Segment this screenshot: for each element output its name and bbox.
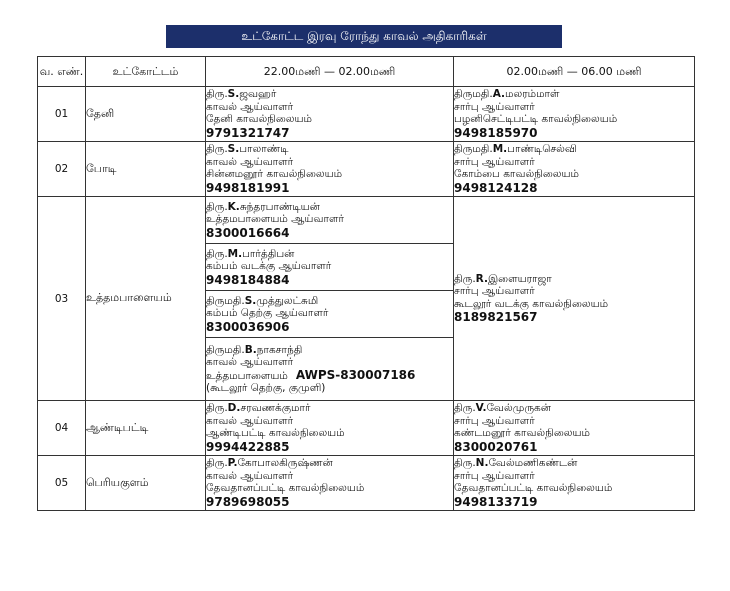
officer-phone: 8300036906 bbox=[206, 319, 290, 334]
officer-role: காவல் ஆய்வாளர் bbox=[206, 414, 294, 427]
officer-cell-shift1 bbox=[206, 87, 454, 142]
officer-phone: 8300016664 bbox=[206, 225, 290, 240]
officer-role: சார்பு ஆய்வாளர் bbox=[454, 100, 535, 113]
officer-name: திரு.M.பார்த்திபன் bbox=[206, 247, 295, 260]
officer-phone: 8300020761 bbox=[454, 439, 538, 454]
officer-role: உத்தமபாளையம் ஆய்வாளர் bbox=[206, 213, 344, 225]
officer-name: திரு.R.இளையராஜா bbox=[454, 272, 552, 285]
officer-cell-shift1 bbox=[206, 244, 454, 291]
officer-station: பழனிசெட்டிபட்டி காவல்நிலையம் bbox=[454, 113, 618, 126]
officer-note: (கூடலூர் தெற்கு, குமுளி) bbox=[206, 382, 326, 394]
serial-cell: 01 bbox=[38, 87, 86, 142]
officer-role: சார்பு ஆய்வாளர் bbox=[454, 285, 535, 298]
unit-cell: ஆண்டிபட்டி bbox=[86, 401, 206, 456]
officer-name: திரு.S.ஜவஹர் bbox=[206, 88, 277, 101]
officer-role: காவல் ஆய்வாளர் bbox=[206, 100, 294, 113]
officer-name: திரு.D.சரவணக்குமார் bbox=[206, 402, 311, 415]
officer-phone: 9789698055 bbox=[206, 494, 290, 509]
officer-name: திருமதி.M.பாண்டிசெல்வி bbox=[454, 143, 577, 156]
officer-station: ஆண்டிபட்டி காவல்நிலையம் bbox=[206, 427, 345, 440]
officer-cell-shift2 bbox=[454, 401, 695, 456]
table-row bbox=[38, 456, 695, 511]
table-row bbox=[38, 401, 695, 456]
page-title: உட்கோட்ட இரவு ரோந்து காவல் அதிகாரிகள் bbox=[166, 25, 562, 48]
officer-phone: 9994422885 bbox=[206, 439, 290, 454]
officer-name: திரு.V.வேல்முருகன் bbox=[454, 402, 551, 415]
officer-name: திரு.K.சுந்தரபாண்டியன் bbox=[206, 200, 320, 213]
officer-station: தேவதானப்பட்டி காவல்நிலையம் bbox=[454, 482, 613, 495]
serial-cell: 04 bbox=[38, 401, 86, 456]
officer-cell-shift1 bbox=[206, 338, 454, 401]
officer-role: சார்பு ஆய்வாளர் bbox=[454, 155, 535, 168]
officer-phone: 9498184884 bbox=[206, 272, 290, 287]
officer-cell-shift2 bbox=[454, 456, 695, 511]
officer-role: காவல் ஆய்வாளர் bbox=[206, 469, 294, 482]
officer-station: தேவதானப்பட்டி காவல்நிலையம் bbox=[206, 482, 365, 495]
officer-cell-shift1 bbox=[206, 401, 454, 456]
officer-cell-shift1 bbox=[206, 197, 454, 244]
awps-phone: AWPS-830007186 bbox=[295, 367, 416, 382]
serial-cell: 02 bbox=[38, 142, 86, 197]
header-unit: உட்கோட்டம் bbox=[86, 57, 206, 87]
officer-cell-shift2 bbox=[454, 197, 695, 401]
officer-role: சார்பு ஆய்வாளர் bbox=[454, 469, 535, 482]
officer-phone: 9791321747 bbox=[206, 125, 290, 140]
officer-name: திரு.S.பாலாண்டி bbox=[206, 143, 289, 156]
officer-role: காவல் ஆய்வாளர் bbox=[206, 356, 294, 368]
officer-station: கோம்பை காவல்நிலையம் bbox=[454, 168, 579, 181]
patrol-officers-table bbox=[37, 56, 695, 511]
officer-station: கண்டமனூர் காவல்நிலையம் bbox=[454, 427, 590, 440]
officer-station: தேனி காவல்நிலையம் bbox=[206, 113, 312, 126]
unit-cell: போடி bbox=[86, 142, 206, 197]
officer-phone: 9498185970 bbox=[454, 125, 538, 140]
officer-phone: 9498181991 bbox=[206, 180, 290, 195]
officer-role: கம்பம் வடக்கு ஆய்வாளர் bbox=[206, 260, 332, 272]
officer-cell-shift2 bbox=[454, 142, 695, 197]
officer-phone: 8189821567 bbox=[454, 310, 538, 325]
table-row bbox=[38, 87, 695, 142]
officer-role: காவல் ஆய்வாளர் bbox=[206, 155, 294, 168]
officer-station: சின்னமனூர் காவல்நிலையம் bbox=[206, 168, 343, 181]
officer-name: திருமதி.B.நாகசாந்தி bbox=[206, 343, 303, 356]
header-serial: வ. எண். bbox=[38, 57, 86, 87]
officer-station: கூடலூர் வடக்கு காவல்நிலையம் bbox=[454, 297, 609, 310]
officer-station: உத்தமபாளையம் AWPS-830007186 bbox=[206, 367, 416, 382]
officer-phone: 9498133719 bbox=[454, 494, 538, 509]
table-row bbox=[38, 142, 695, 197]
officer-role: சார்பு ஆய்வாளர் bbox=[454, 414, 535, 427]
header-row bbox=[38, 57, 695, 87]
unit-cell: தேனி bbox=[86, 87, 206, 142]
officer-role: கம்பம் தெற்கு ஆய்வாளர் bbox=[206, 307, 329, 319]
header-shift1: 22.00மணி — 02.00மணி bbox=[206, 57, 454, 87]
officer-name: திரு.N.வேல்மணிகண்டன் bbox=[454, 457, 578, 470]
serial-cell: 05 bbox=[38, 456, 86, 511]
officer-name: திரு.P.கோபாலகிருஷ்ணன் bbox=[206, 457, 333, 470]
officer-phone: 9498124128 bbox=[454, 180, 538, 195]
officer-cell-shift2 bbox=[454, 87, 695, 142]
officer-name: திருமதி.A.மலரம்மாள் bbox=[454, 88, 560, 101]
officer-cell-shift1 bbox=[206, 456, 454, 511]
header-shift2: 02.00மணி — 06.00 மணி bbox=[454, 57, 695, 87]
table-row bbox=[38, 197, 695, 244]
officer-name: திருமதி.S.முத்துலட்சுமி bbox=[206, 294, 319, 307]
unit-cell: பெரியகுளம் bbox=[86, 456, 206, 511]
unit-cell: உத்தமபாளையம் bbox=[86, 197, 206, 401]
serial-cell: 03 bbox=[38, 197, 86, 401]
officer-cell-shift1 bbox=[206, 142, 454, 197]
officer-cell-shift1 bbox=[206, 291, 454, 338]
